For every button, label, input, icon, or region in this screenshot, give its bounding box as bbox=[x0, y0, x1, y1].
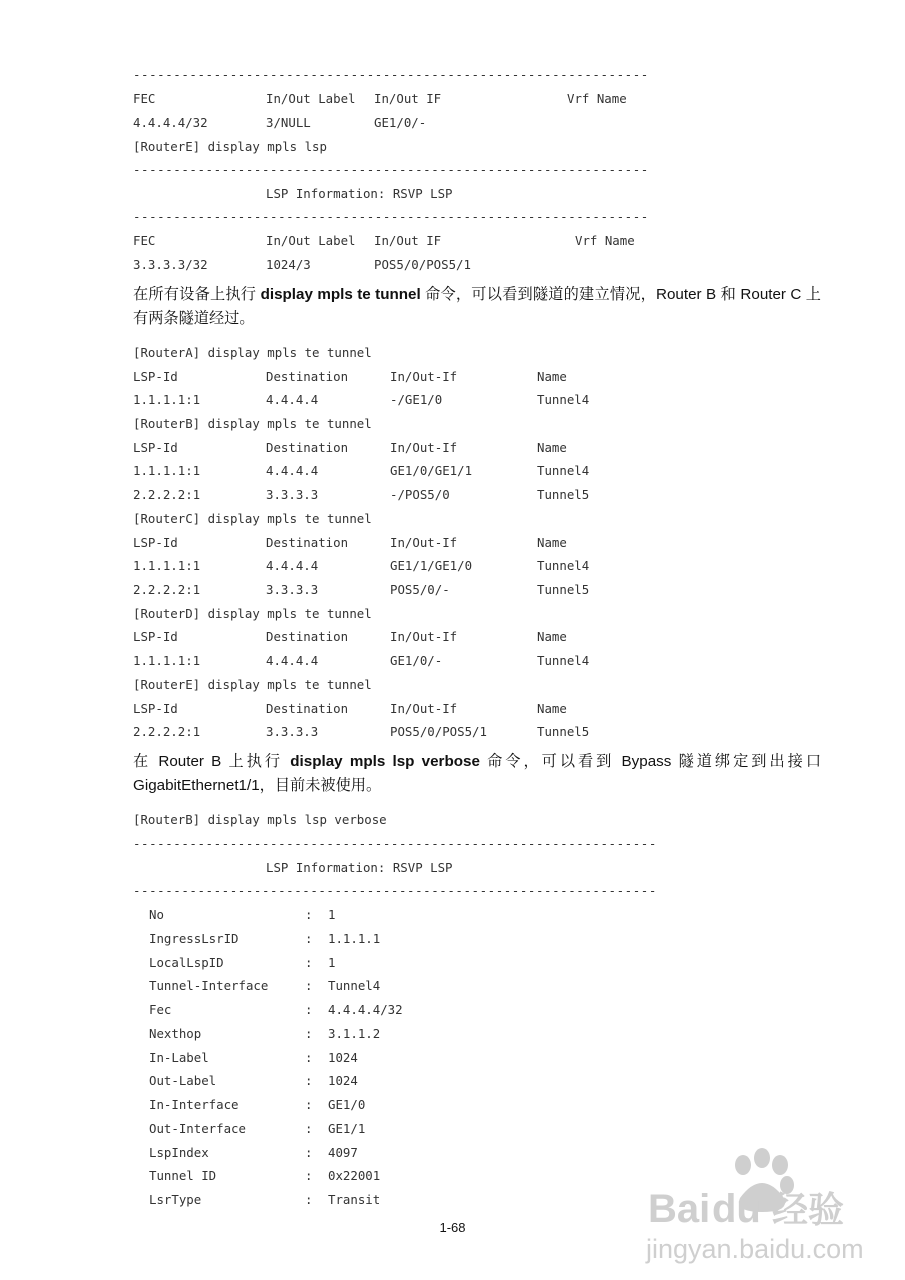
cell-if: POS5/0/- bbox=[390, 582, 450, 597]
field-key: In-Interface bbox=[149, 1097, 239, 1112]
lsp-info-title: LSP Information: RSVP LSP bbox=[266, 186, 453, 201]
cell-dest: 4.4.4.4 bbox=[266, 653, 319, 668]
table-header bbox=[133, 699, 733, 719]
field-value: 3.1.1.2 bbox=[328, 1026, 381, 1041]
field-key: Tunnel-Interface bbox=[149, 978, 269, 993]
cell-id: 1.1.1.1:1 bbox=[133, 653, 201, 668]
baidu-jingyan-watermark bbox=[640, 1140, 880, 1280]
table-header bbox=[133, 367, 733, 387]
cell-if: GE1/0/- bbox=[374, 115, 427, 130]
cell-name: Tunnel4 bbox=[537, 463, 590, 478]
col-fec: FEC bbox=[133, 233, 156, 248]
field-value: 4097 bbox=[328, 1145, 358, 1160]
col-vrf: Vrf Name bbox=[575, 233, 635, 248]
para-text: 命令，可以看到 Bypass 隧道绑定到出接口 GigabitEthernet1/1，目前未被使用。 bbox=[133, 753, 822, 794]
verbose-field-row bbox=[133, 1071, 533, 1091]
lsp-info-title: LSP Information: RSVP LSP bbox=[266, 860, 453, 875]
field-key: In-Label bbox=[149, 1050, 209, 1065]
col-if: In/Out-If bbox=[390, 701, 458, 716]
para-command: display mpls lsp verbose bbox=[290, 753, 480, 770]
cell-if: GE1/0/GE1/1 bbox=[390, 463, 473, 478]
col-if: In/Out-If bbox=[390, 629, 458, 644]
field-colon: : bbox=[305, 955, 313, 970]
col-id: LSP-Id bbox=[133, 369, 178, 384]
field-key: Out-Interface bbox=[149, 1121, 246, 1136]
command-line: [RouterE] display mpls lsp bbox=[133, 139, 327, 154]
cell-if: -/POS5/0 bbox=[390, 487, 450, 502]
col-id: LSP-Id bbox=[133, 535, 178, 550]
field-colon: : bbox=[305, 931, 313, 946]
table-row bbox=[133, 113, 733, 133]
col-dest: Destination bbox=[266, 369, 349, 384]
field-colon: : bbox=[305, 1026, 313, 1041]
watermark-logo-text: Bai bbox=[648, 1187, 711, 1231]
cell-if: -/GE1/0 bbox=[390, 392, 443, 407]
cell-id: 2.2.2.2:1 bbox=[133, 582, 201, 597]
command-line: [RouterD] display mpls te tunnel bbox=[133, 606, 372, 621]
cell-dest: 3.3.3.3 bbox=[266, 724, 319, 739]
field-value: 0x22001 bbox=[328, 1168, 381, 1183]
col-if: In/Out IF bbox=[374, 91, 442, 106]
cell-id: 1.1.1.1:1 bbox=[133, 558, 201, 573]
table-header bbox=[133, 89, 733, 109]
cell-if: GE1/1/GE1/0 bbox=[390, 558, 473, 573]
col-name: Name bbox=[537, 535, 567, 550]
command-line: [RouterA] display mpls te tunnel bbox=[133, 345, 372, 360]
table-row bbox=[133, 485, 733, 505]
table-header bbox=[133, 231, 733, 251]
cell-id: 2.2.2.2:1 bbox=[133, 487, 201, 502]
separator-line: ---------------------------------------------------------------- bbox=[133, 209, 649, 224]
verbose-field-row bbox=[133, 929, 533, 949]
field-value: Transit bbox=[328, 1192, 381, 1207]
col-vrf: Vrf Name bbox=[567, 91, 627, 106]
table-row bbox=[133, 556, 733, 576]
field-colon: : bbox=[305, 907, 313, 922]
table-row bbox=[133, 722, 733, 742]
col-dest: Destination bbox=[266, 535, 349, 550]
field-colon: : bbox=[305, 1168, 313, 1183]
col-name: Name bbox=[537, 629, 567, 644]
watermark-url: jingyan.baidu.com bbox=[646, 1234, 864, 1264]
table-header bbox=[133, 438, 733, 458]
cell-id: 1.1.1.1:1 bbox=[133, 463, 201, 478]
cell-name: Tunnel4 bbox=[537, 392, 590, 407]
field-key: LspIndex bbox=[149, 1145, 209, 1160]
cell-if: POS5/0/POS5/1 bbox=[390, 724, 487, 739]
cell-dest: 3.3.3.3 bbox=[266, 487, 319, 502]
separator-line: ----------------------------------------------------------------- bbox=[133, 883, 657, 898]
verbose-field-row bbox=[133, 1143, 533, 1163]
paragraph-bypass bbox=[133, 750, 821, 798]
field-key: No bbox=[149, 907, 164, 922]
para-command: display mpls te tunnel bbox=[260, 286, 421, 303]
table-header bbox=[133, 627, 733, 647]
table-row bbox=[133, 255, 733, 275]
cell-label: 3/NULL bbox=[266, 115, 311, 130]
table-row bbox=[133, 580, 733, 600]
cell-name: Tunnel5 bbox=[537, 582, 590, 597]
col-label: In/Out Label bbox=[266, 91, 356, 106]
cell-name: Tunnel5 bbox=[537, 487, 590, 502]
cell-name: Tunnel4 bbox=[537, 558, 590, 573]
cell-if: GE1/0/- bbox=[390, 653, 443, 668]
field-value: 1024 bbox=[328, 1073, 358, 1088]
col-dest: Destination bbox=[266, 629, 349, 644]
page-number: 1-68 bbox=[439, 1220, 466, 1235]
verbose-field-row bbox=[133, 1048, 533, 1068]
field-colon: : bbox=[305, 1121, 313, 1136]
cell-fec: 3.3.3.3/32 bbox=[133, 257, 208, 272]
para-text: 在 Router B 上执行 bbox=[133, 753, 291, 770]
watermark-logo-cn: 经验 bbox=[772, 1190, 845, 1231]
field-colon: : bbox=[305, 1097, 313, 1112]
cell-dest: 4.4.4.4 bbox=[266, 558, 319, 573]
field-colon: : bbox=[305, 1073, 313, 1088]
col-id: LSP-Id bbox=[133, 629, 178, 644]
verbose-field-row bbox=[133, 1166, 533, 1186]
table-row bbox=[133, 390, 733, 410]
para-text: 在所有设备上执行 bbox=[133, 286, 261, 303]
field-colon: : bbox=[305, 1145, 313, 1160]
col-if: In/Out-If bbox=[390, 535, 458, 550]
col-name: Name bbox=[537, 369, 567, 384]
field-value: 1.1.1.1 bbox=[328, 931, 381, 946]
verbose-field-row bbox=[133, 1119, 533, 1139]
cell-name: Tunnel5 bbox=[537, 724, 590, 739]
verbose-field-row bbox=[133, 1024, 533, 1044]
verbose-field-row bbox=[133, 1000, 533, 1020]
field-colon: : bbox=[305, 1192, 313, 1207]
col-if: In/Out-If bbox=[390, 440, 458, 455]
cell-name: Tunnel4 bbox=[537, 653, 590, 668]
field-value: 4.4.4.4/32 bbox=[328, 1002, 403, 1017]
field-value: 1 bbox=[328, 955, 336, 970]
col-dest: Destination bbox=[266, 701, 349, 716]
paragraph-tunnel-status bbox=[133, 283, 821, 331]
field-key: Out-Label bbox=[149, 1073, 217, 1088]
separator-line: ----------------------------------------------------------------- bbox=[133, 836, 657, 851]
table-header bbox=[133, 533, 733, 553]
verbose-field-row bbox=[133, 1190, 533, 1210]
para-text: 命令，可以看到隧道的建立情况，Router B 和 Router C 上有两条隧道经过。 bbox=[133, 286, 821, 327]
field-key: Nexthop bbox=[149, 1026, 202, 1041]
watermark-logo-du: du bbox=[712, 1187, 761, 1231]
col-if: In/Out IF bbox=[374, 233, 442, 248]
command-line: [RouterC] display mpls te tunnel bbox=[133, 511, 372, 526]
col-id: LSP-Id bbox=[133, 701, 178, 716]
separator-line: ---------------------------------------------------------------- bbox=[133, 162, 649, 177]
col-id: LSP-Id bbox=[133, 440, 178, 455]
col-name: Name bbox=[537, 440, 567, 455]
table-row bbox=[133, 461, 733, 481]
cell-fec: 4.4.4.4/32 bbox=[133, 115, 208, 130]
field-key: Tunnel ID bbox=[149, 1168, 217, 1183]
field-value: GE1/1 bbox=[328, 1121, 366, 1136]
separator-line: ---------------------------------------------------------------- bbox=[133, 67, 649, 82]
field-colon: : bbox=[305, 1002, 313, 1017]
cell-label: 1024/3 bbox=[266, 257, 311, 272]
verbose-field-row bbox=[133, 905, 533, 925]
command-line: [RouterE] display mpls te tunnel bbox=[133, 677, 372, 692]
col-name: Name bbox=[537, 701, 567, 716]
field-key: LocalLspID bbox=[149, 955, 224, 970]
field-value: 1024 bbox=[328, 1050, 358, 1065]
command-line: [RouterB] display mpls te tunnel bbox=[133, 416, 372, 431]
cell-dest: 4.4.4.4 bbox=[266, 463, 319, 478]
verbose-field-row bbox=[133, 953, 533, 973]
col-label: In/Out Label bbox=[266, 233, 356, 248]
cell-if: POS5/0/POS5/1 bbox=[374, 257, 471, 272]
field-key: LsrType bbox=[149, 1192, 202, 1207]
verbose-field-row bbox=[133, 1095, 533, 1115]
field-value: 1 bbox=[328, 907, 336, 922]
cell-dest: 3.3.3.3 bbox=[266, 582, 319, 597]
cell-dest: 4.4.4.4 bbox=[266, 392, 319, 407]
field-value: GE1/0 bbox=[328, 1097, 366, 1112]
field-key: Fec bbox=[149, 1002, 172, 1017]
command-line: [RouterB] display mpls lsp verbose bbox=[133, 812, 387, 827]
verbose-field-row bbox=[133, 976, 533, 996]
field-key: IngressLsrID bbox=[149, 931, 239, 946]
field-colon: : bbox=[305, 978, 313, 993]
col-fec: FEC bbox=[133, 91, 156, 106]
col-dest: Destination bbox=[266, 440, 349, 455]
field-colon: : bbox=[305, 1050, 313, 1065]
col-if: In/Out-If bbox=[390, 369, 458, 384]
cell-id: 2.2.2.2:1 bbox=[133, 724, 201, 739]
table-row bbox=[133, 651, 733, 671]
cell-id: 1.1.1.1:1 bbox=[133, 392, 201, 407]
field-value: Tunnel4 bbox=[328, 978, 381, 993]
